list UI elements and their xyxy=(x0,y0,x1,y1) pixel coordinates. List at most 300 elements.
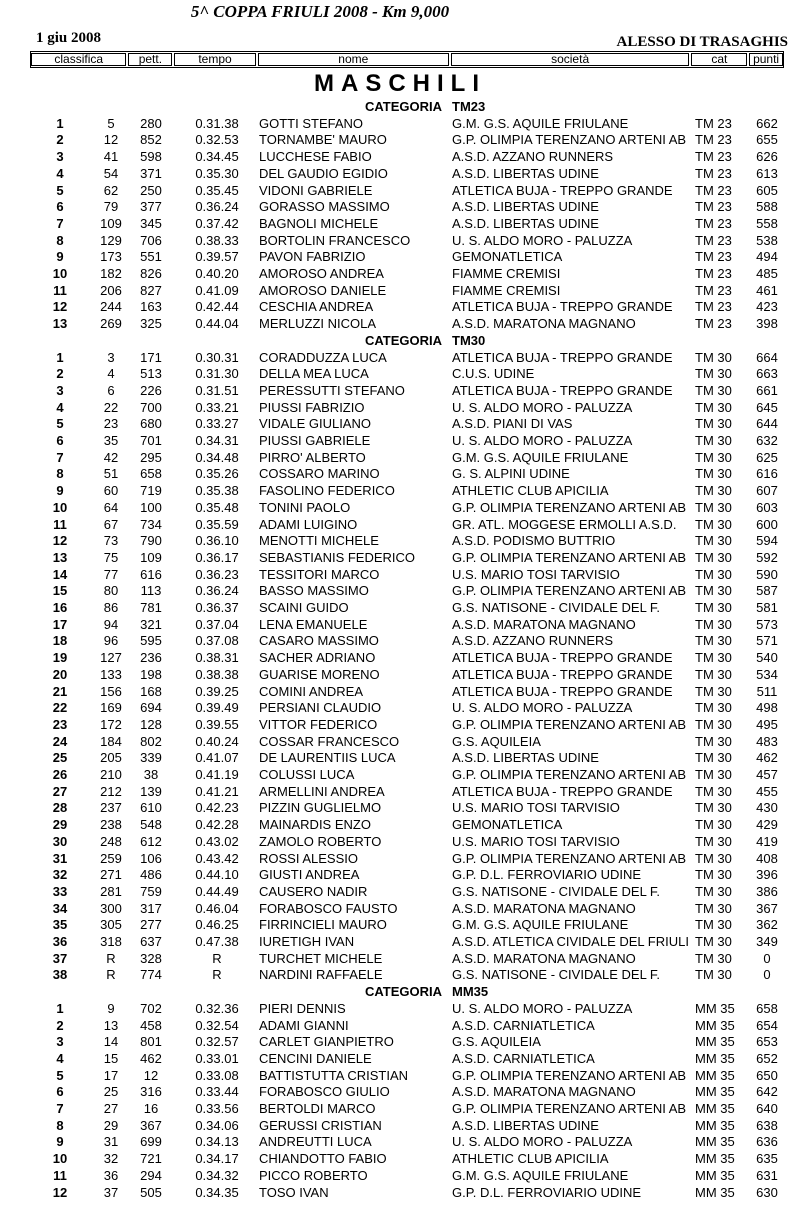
cell-time: 0.37.08 xyxy=(195,633,239,649)
cell-time: 0.36.24 xyxy=(195,199,239,215)
cell-athlete-name: PIERI DENNIS xyxy=(259,1000,346,1016)
cell-position: 9 xyxy=(56,249,64,265)
cell-time: 0.31.51 xyxy=(195,382,239,398)
cell-bib-number: 226 xyxy=(140,382,162,398)
cell-overall-rank: 23 xyxy=(103,416,119,432)
cell-athlete-name: PIUSSI GABRIELE xyxy=(259,433,371,448)
table-row xyxy=(0,950,800,967)
table-row xyxy=(0,799,800,816)
cell-athlete-name: CORADDUZZA LUCA xyxy=(259,349,387,365)
cell-position: 18 xyxy=(52,633,68,649)
table-row xyxy=(0,198,800,215)
cell-category: TM 30 xyxy=(695,466,732,482)
cell-overall-rank: 31 xyxy=(103,1134,119,1150)
cell-bib-number: 801 xyxy=(140,1034,162,1050)
cell-bib-number: 100 xyxy=(140,499,162,515)
cell-position: 32 xyxy=(52,867,68,883)
table-row xyxy=(0,733,800,750)
cell-category: TM 23 xyxy=(695,282,732,298)
cell-time: 0.39.25 xyxy=(195,683,239,699)
table-row xyxy=(0,1167,800,1184)
cell-position: 7 xyxy=(56,1101,64,1116)
cell-position: 6 xyxy=(56,1084,64,1100)
table-row xyxy=(0,866,800,883)
table-row xyxy=(0,516,800,533)
cell-time: 0.36.24 xyxy=(195,583,239,599)
table-row xyxy=(0,532,800,549)
cell-club: U. S. ALDO MORO - PALUZZA xyxy=(452,1000,633,1016)
cell-time: 0.40.20 xyxy=(195,266,239,281)
cell-overall-rank: 212 xyxy=(100,783,122,799)
cell-athlete-name: PIRRO' ALBERTO xyxy=(259,449,366,465)
cell-bib-number: 505 xyxy=(140,1184,162,1200)
cell-overall-rank: 25 xyxy=(103,1084,119,1100)
cell-club: GR. ATL. MOGGESE ERMOLLI A.S.D. xyxy=(452,516,677,532)
cell-overall-rank: 86 xyxy=(103,600,119,615)
cell-position: 35 xyxy=(52,917,68,933)
cell-club: FIAMME CREMISI xyxy=(452,282,561,298)
cell-club: U. S. ALDO MORO - PALUZZA xyxy=(452,232,633,248)
cell-time: 0.44.10 xyxy=(195,867,239,883)
cell-category: TM 30 xyxy=(695,499,732,515)
cell-athlete-name: GUARISE MORENO xyxy=(259,666,380,682)
cell-category: TM 23 xyxy=(695,182,732,198)
cell-points: 635 xyxy=(756,1151,778,1167)
cell-time: 0.33.08 xyxy=(195,1067,239,1083)
cell-time: 0.33.44 xyxy=(195,1084,239,1100)
cell-category: TM 30 xyxy=(695,366,732,382)
cell-club: G.P. OLIMPIA TERENZANO ARTENI AB xyxy=(452,767,687,782)
cell-athlete-name: COSSAR FRANCESCO xyxy=(259,733,400,749)
table-row xyxy=(0,349,800,366)
cell-bib-number: 699 xyxy=(140,1134,162,1150)
cell-athlete-name: TURCHET MICHELE xyxy=(259,950,383,966)
cell-points: 485 xyxy=(756,266,778,281)
cell-time: 0.39.55 xyxy=(195,716,239,732)
cell-club: G.M. G.S. AQUILE FRIULANE xyxy=(452,1167,629,1183)
cell-time: 0.44.49 xyxy=(195,883,239,899)
cell-points: 663 xyxy=(756,366,778,382)
table-row xyxy=(0,683,800,700)
cell-athlete-name: FORABOSCO GIULIO xyxy=(259,1084,390,1100)
cell-athlete-name: BAGNOLI MICHELE xyxy=(259,215,379,231)
cell-category: TM 23 xyxy=(695,199,732,215)
cell-position: 30 xyxy=(52,833,68,849)
cell-position: 15 xyxy=(52,583,68,599)
table-row xyxy=(0,716,800,733)
cell-overall-rank: 6 xyxy=(107,382,115,398)
cell-club: U. S. ALDO MORO - PALUZZA xyxy=(452,433,633,448)
cell-bib-number: 701 xyxy=(140,433,162,448)
cell-athlete-name: LUCCHESE FABIO xyxy=(259,149,372,165)
cell-overall-rank: 51 xyxy=(103,466,119,482)
cell-category: MM 35 xyxy=(695,1034,735,1050)
cell-points: 632 xyxy=(756,433,778,448)
table-row xyxy=(0,382,800,399)
cell-points: 626 xyxy=(756,149,778,165)
cell-overall-rank: 14 xyxy=(103,1034,119,1050)
cell-bib-number: 612 xyxy=(140,833,162,849)
cell-time: 0.32.57 xyxy=(195,1034,239,1050)
cell-club: A.S.D. MARATONA MAGNANO xyxy=(452,316,636,332)
cell-overall-rank: 318 xyxy=(100,934,122,949)
cell-points: 642 xyxy=(756,1084,778,1100)
cell-time: 0.35.30 xyxy=(195,165,239,181)
cell-category: TM 30 xyxy=(695,733,732,749)
cell-club: ATLETICA BUJA - TREPPO GRANDE xyxy=(452,382,673,398)
table-row xyxy=(0,1067,800,1084)
cell-points: 534 xyxy=(756,666,778,682)
cell-bib-number: 551 xyxy=(140,249,162,265)
cell-category: TM 30 xyxy=(695,850,732,866)
cell-club: G.P. OLIMPIA TERENZANO ARTENI AB xyxy=(452,716,687,732)
cell-time: 0.37.42 xyxy=(195,215,239,231)
cell-overall-rank: 182 xyxy=(100,266,122,281)
cell-time: 0.43.42 xyxy=(195,850,239,866)
race-date: 1 giu 2008 xyxy=(36,30,102,46)
cell-points: 653 xyxy=(756,1034,778,1050)
cell-bib-number: 658 xyxy=(140,466,162,482)
cell-position: 14 xyxy=(52,566,68,582)
cell-time: 0.41.09 xyxy=(195,282,239,298)
cell-time: 0.41.21 xyxy=(195,783,239,799)
cell-time: R xyxy=(212,950,222,966)
cell-club: A.S.D. PIANI DI VAS xyxy=(452,416,573,432)
cell-club: A.S.D. MARATONA MAGNANO xyxy=(452,1084,636,1100)
cell-time: 0.35.45 xyxy=(195,182,239,198)
cell-position: 12 xyxy=(52,1184,68,1200)
cell-overall-rank: 271 xyxy=(100,867,122,883)
cell-overall-rank: 32 xyxy=(103,1151,119,1167)
cell-points: 558 xyxy=(756,215,778,231)
cell-position: 13 xyxy=(52,316,68,332)
cell-athlete-name: CARLET GIANPIETRO xyxy=(259,1034,394,1050)
cell-points: 630 xyxy=(756,1184,778,1200)
cell-overall-rank: 77 xyxy=(103,566,119,582)
cell-overall-rank: 41 xyxy=(103,149,119,165)
cell-club: A.S.D. MARATONA MAGNANO xyxy=(452,950,636,966)
cell-club: G.S. AQUILEIA xyxy=(452,733,541,749)
cell-athlete-name: BATTISTUTTA CRISTIAN xyxy=(259,1067,409,1083)
cell-position: 5 xyxy=(56,416,64,432)
cell-time: 0.31.38 xyxy=(195,115,239,131)
cell-time: 0.33.56 xyxy=(195,1101,239,1116)
cell-points: 662 xyxy=(756,115,778,131)
cell-club: A.S.D. AZZANO RUNNERS xyxy=(452,633,614,649)
cell-overall-rank: 133 xyxy=(100,666,122,682)
cell-overall-rank: 67 xyxy=(103,516,119,532)
cell-bib-number: 163 xyxy=(140,299,162,315)
cell-bib-number: 12 xyxy=(143,1067,159,1083)
cell-points: 603 xyxy=(756,499,778,515)
cell-overall-rank: 169 xyxy=(100,700,122,716)
cell-club: U.S. MARIO TOSI TARVISIO xyxy=(452,800,620,816)
table-row xyxy=(0,749,800,766)
category-label: CATEGORIA xyxy=(364,984,442,1000)
cell-bib-number: 702 xyxy=(140,1000,162,1016)
cell-position: 2 xyxy=(56,1017,64,1033)
cell-position: 1 xyxy=(56,115,64,131)
cell-bib-number: 328 xyxy=(140,950,162,966)
table-row xyxy=(0,1100,800,1117)
cell-position: 7 xyxy=(56,215,64,231)
cell-club: G.P. OLIMPIA TERENZANO ARTENI AB xyxy=(452,1101,687,1116)
cell-time: 0.36.37 xyxy=(195,600,239,615)
cell-club: ATLETICA BUJA - TREPPO GRANDE xyxy=(452,650,673,666)
cell-position: 10 xyxy=(52,499,68,515)
cell-bib-number: 637 xyxy=(140,934,162,949)
cell-points: 396 xyxy=(756,867,778,883)
cell-overall-rank: 79 xyxy=(103,199,119,215)
cell-time: 0.43.02 xyxy=(195,833,239,849)
cell-points: 625 xyxy=(756,449,778,465)
cell-points: 594 xyxy=(756,533,778,549)
table-row xyxy=(0,699,800,716)
cell-bib-number: 595 xyxy=(140,633,162,649)
table-row xyxy=(0,1000,800,1017)
cell-club: ATLETICA BUJA - TREPPO GRANDE xyxy=(452,783,673,799)
cell-overall-rank: 129 xyxy=(100,232,122,248)
table-row xyxy=(0,432,800,449)
cell-position: 12 xyxy=(52,299,68,315)
cell-club: U.S. MARIO TOSI TARVISIO xyxy=(452,833,620,849)
cell-athlete-name: ZAMOLO ROBERTO xyxy=(259,833,382,849)
table-row xyxy=(0,165,800,182)
cell-position: 27 xyxy=(52,783,68,799)
cell-bib-number: 694 xyxy=(140,700,162,716)
cell-overall-rank: 54 xyxy=(103,165,119,181)
cell-bib-number: 706 xyxy=(140,232,162,248)
race-location: ALESSO DI TRASAGHIS xyxy=(616,34,788,50)
cell-time: 0.33.21 xyxy=(195,399,239,415)
cell-bib-number: 321 xyxy=(140,616,162,632)
cell-position: 36 xyxy=(52,934,68,949)
cell-overall-rank: 4 xyxy=(107,366,115,382)
cell-category: TM 30 xyxy=(695,533,732,549)
cell-bib-number: 827 xyxy=(140,282,162,298)
cell-category: MM 35 xyxy=(695,1067,735,1083)
cell-bib-number: 171 xyxy=(140,349,162,365)
cell-time: 0.34.13 xyxy=(195,1134,239,1150)
cell-category: TM 30 xyxy=(695,382,732,398)
cell-bib-number: 128 xyxy=(140,716,162,732)
cell-category: MM 35 xyxy=(695,1167,735,1183)
cell-club: GEMONATLETICA xyxy=(452,817,563,833)
cell-position: 26 xyxy=(52,767,68,782)
cell-position: 2 xyxy=(56,366,64,382)
table-row xyxy=(0,1017,800,1034)
cell-overall-rank: 206 xyxy=(100,282,122,298)
cell-category: TM 30 xyxy=(695,783,732,799)
cell-club: G.P. OLIMPIA TERENZANO ARTENI AB xyxy=(452,850,687,866)
cell-bib-number: 616 xyxy=(140,566,162,582)
cell-points: 362 xyxy=(756,917,778,933)
cell-overall-rank: 248 xyxy=(100,833,122,849)
category-name: TM23 xyxy=(452,99,486,114)
cell-bib-number: 198 xyxy=(140,666,162,682)
cell-bib-number: 109 xyxy=(140,549,162,565)
cell-bib-number: 513 xyxy=(140,366,162,382)
cell-bib-number: 168 xyxy=(140,683,162,699)
cell-bib-number: 759 xyxy=(140,883,162,899)
cell-category: TM 30 xyxy=(695,416,732,432)
cell-points: 607 xyxy=(756,483,778,499)
column-header-classifica: classifica xyxy=(31,53,126,66)
table-row xyxy=(0,549,800,566)
cell-points: 498 xyxy=(756,700,778,716)
cell-club: G.M. G.S. AQUILE FRIULANE xyxy=(452,917,629,933)
cell-time: 0.30.31 xyxy=(195,349,239,365)
column-header-nome: nome xyxy=(258,53,449,66)
cell-bib-number: 377 xyxy=(140,199,162,215)
cell-club: U. S. ALDO MORO - PALUZZA xyxy=(452,1134,633,1150)
cell-bib-number: 295 xyxy=(140,449,162,465)
cell-bib-number: 781 xyxy=(140,600,162,615)
cell-bib-number: 250 xyxy=(140,182,162,198)
cell-overall-rank: 281 xyxy=(100,883,122,899)
cell-category: TM 30 xyxy=(695,934,732,949)
cell-points: 430 xyxy=(756,800,778,816)
cell-bib-number: 610 xyxy=(140,800,162,816)
table-row xyxy=(0,1083,800,1100)
cell-time: 0.46.04 xyxy=(195,900,239,916)
cell-club: A.S.D. LIBERTAS UDINE xyxy=(452,1117,599,1133)
cell-position: 3 xyxy=(56,382,64,398)
cell-points: 588 xyxy=(756,199,778,215)
cell-bib-number: 339 xyxy=(140,750,162,766)
cell-time: 0.32.36 xyxy=(195,1000,239,1016)
cell-club: G.P. OLIMPIA TERENZANO ARTENI AB xyxy=(452,499,687,515)
cell-athlete-name: DELLA MEA LUCA xyxy=(259,366,369,382)
cell-overall-rank: 94 xyxy=(103,616,119,632)
cell-overall-rank: 22 xyxy=(103,399,119,415)
cell-points: 408 xyxy=(756,850,778,866)
cell-points: 494 xyxy=(756,249,778,265)
cell-position: 20 xyxy=(52,666,68,682)
cell-athlete-name: CENCINI DANIELE xyxy=(259,1050,372,1066)
table-row xyxy=(0,1150,800,1167)
cell-category: TM 30 xyxy=(695,566,732,582)
cell-category: TM 30 xyxy=(695,449,732,465)
cell-overall-rank: 96 xyxy=(103,633,119,649)
cell-position: 29 xyxy=(52,817,68,833)
cell-points: 638 xyxy=(756,1117,778,1133)
cell-overall-rank: 42 xyxy=(103,449,119,465)
cell-position: 4 xyxy=(56,165,64,181)
table-row xyxy=(0,616,800,633)
cell-bib-number: 113 xyxy=(140,583,162,599)
cell-points: 644 xyxy=(756,416,778,432)
cell-position: 25 xyxy=(52,750,68,766)
cell-bib-number: 325 xyxy=(140,316,162,332)
table-row xyxy=(0,966,800,983)
cell-time: 0.34.17 xyxy=(195,1151,239,1167)
cell-athlete-name: CHIANDOTTO FABIO xyxy=(259,1151,387,1167)
cell-overall-rank: 62 xyxy=(103,182,119,198)
cell-club: A.S.D. AZZANO RUNNERS xyxy=(452,149,614,165)
cell-overall-rank: 17 xyxy=(103,1067,119,1083)
cell-bib-number: 371 xyxy=(140,165,162,181)
cell-athlete-name: ADAMI LUIGINO xyxy=(259,516,358,532)
cell-time: 0.44.04 xyxy=(195,316,239,332)
cell-position: 9 xyxy=(56,483,64,499)
cell-athlete-name: PICCO ROBERTO xyxy=(259,1167,368,1183)
cell-position: 13 xyxy=(52,549,68,565)
cell-overall-rank: 29 xyxy=(103,1117,119,1133)
cell-time: 0.38.38 xyxy=(195,666,239,682)
cell-category: TM 30 xyxy=(695,616,732,632)
cell-category: TM 30 xyxy=(695,399,732,415)
cell-bib-number: 548 xyxy=(140,817,162,833)
cell-bib-number: 852 xyxy=(140,132,162,148)
cell-overall-rank: 173 xyxy=(100,249,122,265)
cell-category: MM 35 xyxy=(695,1084,735,1100)
cell-points: 386 xyxy=(756,883,778,899)
cell-time: 0.46.25 xyxy=(195,917,239,933)
cell-club: A.S.D. LIBERTAS UDINE xyxy=(452,165,599,181)
cell-points: 461 xyxy=(756,282,778,298)
cell-time: 0.36.23 xyxy=(195,566,239,582)
table-row xyxy=(0,1033,800,1050)
cell-athlete-name: TOSO IVAN xyxy=(259,1184,329,1200)
cell-time: 0.38.33 xyxy=(195,232,239,248)
cell-position: 8 xyxy=(56,1117,64,1133)
cell-category: TM 23 xyxy=(695,232,732,248)
cell-club: G.M. G.S. AQUILE FRIULANE xyxy=(452,449,629,465)
cell-position: 1 xyxy=(56,349,64,365)
cell-category: TM 30 xyxy=(695,967,732,983)
cell-category: TM 30 xyxy=(695,483,732,499)
column-header-bar xyxy=(30,51,784,68)
cell-position: 6 xyxy=(56,433,64,448)
cell-athlete-name: FASOLINO FEDERICO xyxy=(259,483,395,499)
cell-overall-rank: 12 xyxy=(103,132,119,148)
cell-position: 28 xyxy=(52,800,68,816)
column-header-punti: punti xyxy=(749,53,783,66)
cell-club: A.S.D. LIBERTAS UDINE xyxy=(452,215,599,231)
cell-time: 0.35.26 xyxy=(195,466,239,482)
cell-bib-number: 826 xyxy=(140,266,162,281)
cell-points: 367 xyxy=(756,900,778,916)
column-header-cat: cat xyxy=(691,53,747,66)
table-row xyxy=(0,916,800,933)
cell-time: 0.33.01 xyxy=(195,1050,239,1066)
cell-bib-number: 486 xyxy=(140,867,162,883)
document-title: 5^ COPPA FRIULI 2008 - Km 9,000 xyxy=(190,2,450,21)
cell-position: 10 xyxy=(52,266,68,281)
cell-time: 0.41.07 xyxy=(195,750,239,766)
cell-overall-rank: 238 xyxy=(100,817,122,833)
cell-position: 3 xyxy=(56,149,64,165)
cell-position: 16 xyxy=(52,600,68,615)
cell-time: 0.32.54 xyxy=(195,1017,239,1033)
cell-position: 24 xyxy=(52,733,68,749)
cell-overall-rank: 127 xyxy=(100,650,122,666)
category-name: TM30 xyxy=(452,332,486,348)
table-row xyxy=(0,315,800,332)
cell-points: 652 xyxy=(756,1050,778,1066)
cell-bib-number: 598 xyxy=(140,149,162,165)
cell-club: ATLETICA BUJA - TREPPO GRANDE xyxy=(452,683,673,699)
cell-overall-rank: 64 xyxy=(103,499,119,515)
cell-position: 3 xyxy=(56,1034,64,1050)
cell-position: 12 xyxy=(52,533,68,549)
cell-club: ATLETICA BUJA - TREPPO GRANDE xyxy=(452,666,673,682)
cell-category: TM 30 xyxy=(695,716,732,732)
cell-athlete-name: FORABOSCO FAUSTO xyxy=(259,900,398,916)
table-row xyxy=(0,415,800,432)
cell-club: U. S. ALDO MORO - PALUZZA xyxy=(452,700,633,716)
